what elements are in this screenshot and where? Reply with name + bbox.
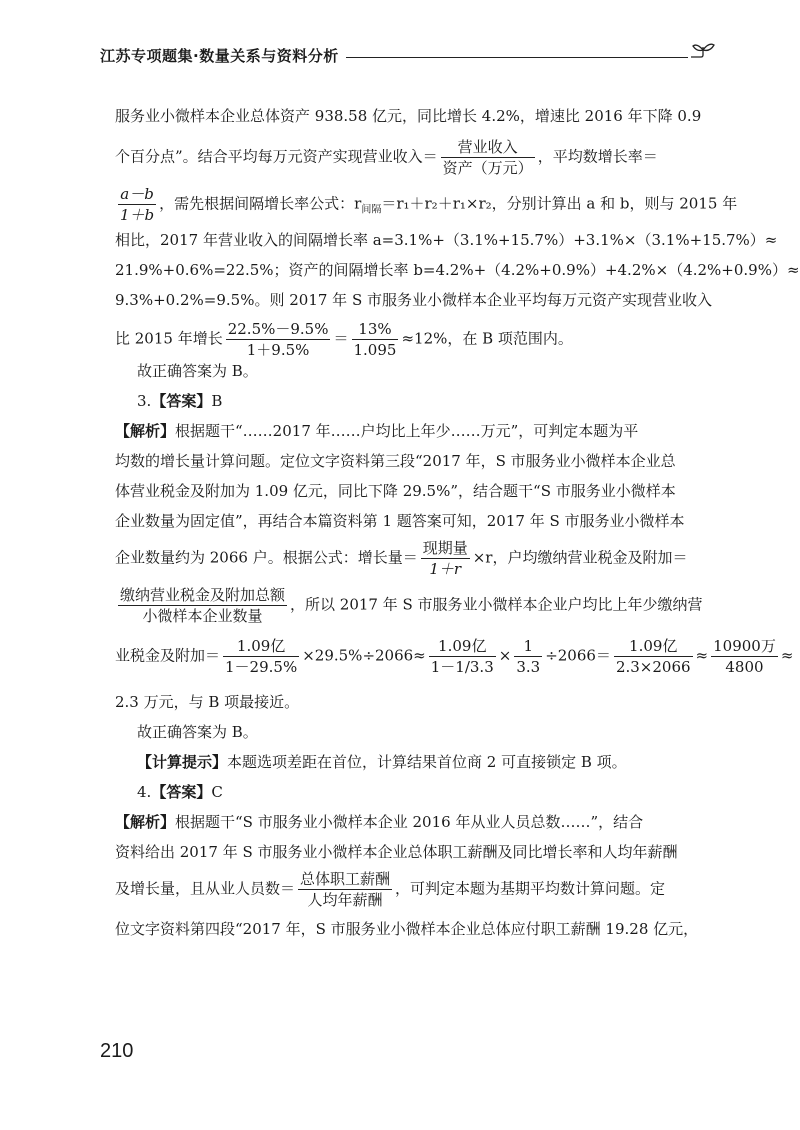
text-span: ≈ xyxy=(695,646,709,665)
fraction xyxy=(711,636,778,677)
text-span: ＝ xyxy=(333,329,349,348)
text-line: 21.9%+0.6%=22.5%；资产的间隔增长率 b=4.2%+（4.2%+0.9%）+4.2%×（4.2%+0.9%）≈ xyxy=(115,261,800,279)
fraction-numerator: 总体职工薪酬 xyxy=(300,870,391,888)
answer-value: C xyxy=(211,783,223,801)
header-title: 江苏专项题集·数量关系与资料分析 xyxy=(100,47,339,65)
question-number: 3. xyxy=(137,392,152,410)
text-span: 业税金及附加＝ xyxy=(115,646,221,665)
spacer xyxy=(115,803,715,811)
sprout-icon xyxy=(687,41,717,67)
fraction xyxy=(614,636,693,677)
fraction-denominator: 1－29.5% xyxy=(225,658,298,676)
fraction-numerator: 现期量 xyxy=(422,539,468,557)
fraction xyxy=(429,636,496,677)
text-line: 企业数量为固定值”，再结合本篇资料第 1 题答案可知，2017 年 S 市服务业小微样本 xyxy=(115,512,685,530)
text-span: ≈12%，在 B 项范围内。 xyxy=(401,329,573,348)
q4-analysis xyxy=(115,811,715,940)
fraction-numerator: 1 xyxy=(514,636,542,657)
text-span: ，所以 2017 年 S 市服务业小微样本企业户均比上年少缴纳营 xyxy=(290,595,703,614)
subscript: 间隔 xyxy=(361,204,382,216)
header-rule xyxy=(346,57,688,58)
fraction-denominator: 人均年薪酬 xyxy=(307,891,383,909)
spacer xyxy=(115,743,715,751)
text-span: 及增长量，且从业人员数＝ xyxy=(115,879,296,898)
fraction-numerator: 1.09亿 xyxy=(429,636,496,657)
question-number: 4. xyxy=(137,783,152,801)
text-span: 根据题干“S 市服务业小微样本企业 2016 年从业人员总数……”，结合 xyxy=(175,813,644,831)
q3-tip xyxy=(115,751,715,773)
fraction-numerator: 1.09亿 xyxy=(223,636,299,657)
text-span: 企业数量约为 2066 户。根据公式：增长量＝ xyxy=(115,548,418,567)
fraction xyxy=(514,636,542,677)
fraction-denominator: 1.095 xyxy=(353,341,397,359)
fraction-numerator: 22.5%－9.5% xyxy=(227,320,329,338)
spacer xyxy=(115,713,715,721)
fraction xyxy=(352,319,399,360)
fraction-numerator: 营业收入 xyxy=(441,137,535,158)
spacer xyxy=(115,382,715,390)
fraction-numerator: 13% xyxy=(352,319,399,340)
answer-value: B xyxy=(211,392,223,410)
fraction xyxy=(441,137,535,178)
fraction-denominator: 小微样本企业数量 xyxy=(142,607,263,625)
fraction xyxy=(223,636,299,677)
text-line: 9.3%+0.2%=9.5%。则 2017 年 S 市服务业小微样本企业平均每万元资产实现营业收入 xyxy=(115,291,712,309)
q4-heading xyxy=(115,781,715,803)
running-header xyxy=(100,41,710,69)
text-span: 个百分点”。结合平均每万元资产实现营业收入＝ xyxy=(115,147,438,166)
spacer xyxy=(115,773,715,781)
text-line xyxy=(115,184,738,225)
text-line: 2.3 万元，与 B 项最接近。 xyxy=(115,693,300,711)
text-line xyxy=(115,869,715,910)
text-line xyxy=(115,538,715,579)
fraction-numerator: 1.09亿 xyxy=(614,636,693,657)
text-line xyxy=(115,811,715,833)
answer-label: 【答案】 xyxy=(151,392,212,410)
fraction-denominator: 资产（万元） xyxy=(442,159,533,177)
fraction xyxy=(118,184,156,225)
text-line: 相比，2017 年营业收入的间隔增长率 a=3.1%+（3.1%+15.7%）+3.1%×（3.1%+15.7%）≈ xyxy=(115,231,778,249)
fraction-numerator: 10900万 xyxy=(713,637,776,655)
text-span: ＝r₁＋r₂＋r₁×r₂，分别计算出 a 和 b，则与 2015 年 xyxy=(381,194,738,213)
text-span: ，可判定本题为基期平均数计算问题。定 xyxy=(395,879,666,898)
fraction-denominator: 1＋9.5% xyxy=(246,341,310,359)
text-span: ，需先根据间隔增长率公式：r xyxy=(159,194,362,213)
text-line xyxy=(115,420,715,442)
fraction-denominator: 2.3×2066 xyxy=(615,658,691,676)
analysis-label: 【解析】 xyxy=(115,422,176,440)
fraction-denominator: 1＋r xyxy=(429,560,462,578)
tip-label: 【计算提示】 xyxy=(137,753,228,771)
text-line: 均数的增长量计算问题。定位文字资料第三段“2017 年，S 市服务业小微样本企业总 xyxy=(115,452,676,470)
text-line: 资料给出 2017 年 S 市服务业小微样本企业总体职工薪酬及同比增长率和人均年薪酬 xyxy=(115,843,678,861)
text-span: ，平均数增长率＝ xyxy=(537,147,658,166)
text-span: 比 2015 年增长 xyxy=(115,329,223,348)
text-span: 根据题干“……2017 年……户均比上年少……万元”，可判定本题为平 xyxy=(175,422,639,440)
q3-conclusion: 故正确答案为 B。 xyxy=(137,723,258,741)
text-line xyxy=(115,636,794,677)
fraction xyxy=(226,319,331,360)
text-line xyxy=(115,319,715,360)
text-line xyxy=(115,137,715,178)
text-line: 服务业小微样本企业总体资产 938.58 亿元，同比增长 4.2%，增速比 2016 年下降 0.9 xyxy=(115,107,702,125)
text-line xyxy=(115,585,715,626)
text-span: ≈ xyxy=(780,646,794,665)
tip-text: 本题选项差距在首位，计算结果首位商 2 可直接锁定 B 项。 xyxy=(227,753,627,771)
fraction-numerator: 缴纳营业税金及附加总额 xyxy=(120,586,286,604)
q2-paragraph xyxy=(115,105,800,360)
fraction-denominator: 3.3 xyxy=(516,658,541,676)
page-body xyxy=(115,105,800,940)
answer-label: 【答案】 xyxy=(151,783,212,801)
fraction xyxy=(298,869,392,910)
q2-conclusion: 故正确答案为 B。 xyxy=(137,362,258,380)
fraction xyxy=(421,538,470,579)
fraction xyxy=(118,585,287,626)
text-span: ×r，户均缴纳营业税金及附加＝ xyxy=(472,548,688,567)
text-span: × xyxy=(498,646,512,665)
fraction-denominator: 4800 xyxy=(725,658,764,676)
text-line: 位文字资料第四段“2017 年，S 市服务业小微样本企业总体应付职工薪酬 19.28 亿元， xyxy=(115,920,699,938)
fraction-denominator: 1＋b xyxy=(120,206,155,224)
text-span: ÷2066＝ xyxy=(545,646,611,665)
text-span: ×29.5%÷2066≈ xyxy=(302,646,426,665)
text-line: 体营业税金及附加为 1.09 亿元，同比下降 29.5%”，结合题干“S 市服务业小微样本 xyxy=(115,482,676,500)
spacer xyxy=(115,412,715,420)
fraction-numerator: a－b xyxy=(118,184,156,205)
q3-analysis xyxy=(115,420,794,713)
analysis-label: 【解析】 xyxy=(115,813,176,831)
q3-heading xyxy=(115,390,715,412)
page-number: 210 xyxy=(100,1040,134,1062)
fraction-denominator: 1－1/3.3 xyxy=(430,658,494,676)
